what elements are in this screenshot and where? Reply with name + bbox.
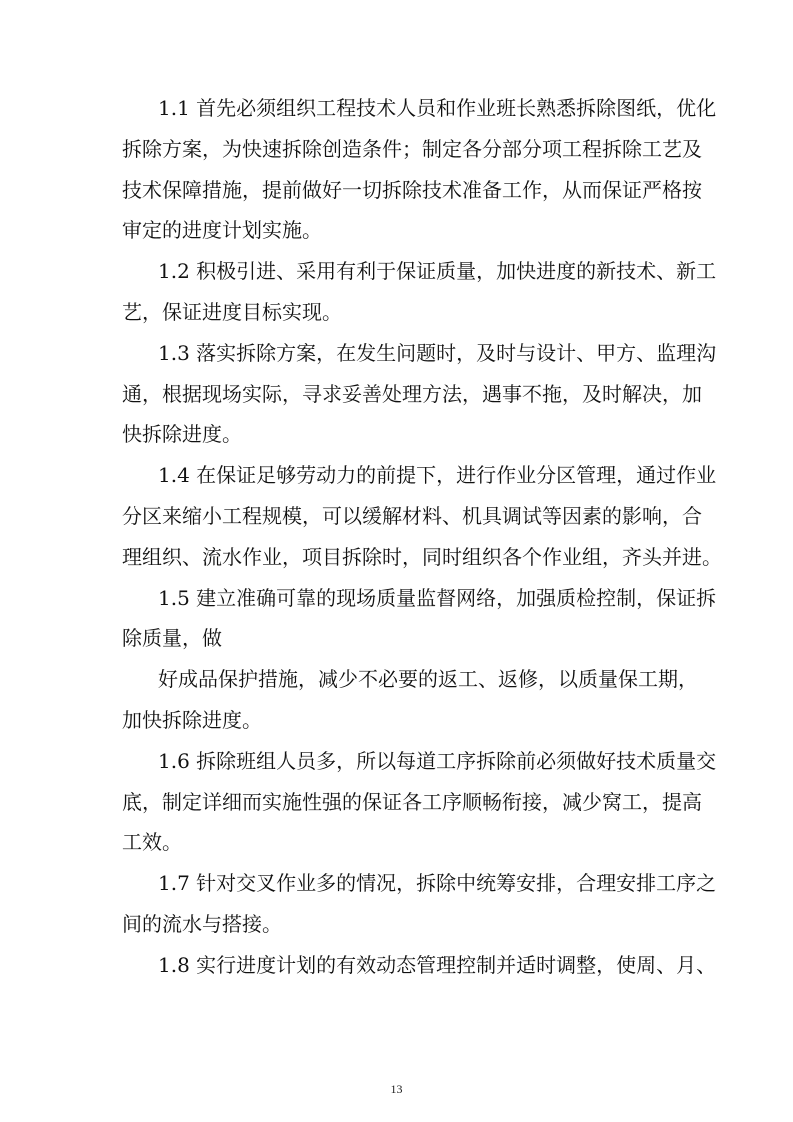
page-number: 13 <box>390 1082 403 1096</box>
text-line: 艺，保证进度目标实现。 <box>122 299 342 324</box>
text-line: 1.8 实行进度计划的有效动态管理控制并适时调整，使周、月、 <box>158 952 717 977</box>
text-line: 1.6 拆除班组人员多，所以每道工序拆除前必须做好技术质量交 <box>158 748 717 773</box>
text-line: 审定的进度计划实施。 <box>122 218 322 243</box>
text-line: 分区来缩小工程规模，可以缓解材料、机具调试等因素的影响，合 <box>122 503 702 528</box>
paragraph-1-6 <box>122 741 717 863</box>
text-line: 加快拆除进度。 <box>122 707 262 732</box>
text-line: 快拆除进度。 <box>122 422 242 447</box>
paragraph-1-5-continued <box>122 659 698 741</box>
text-line: 除质量，做 <box>122 626 222 651</box>
text-line: 1.4 在保证足够劳动力的前提下，进行作业分区管理，通过作业 <box>158 463 717 488</box>
text-line: 1.5 建立准确可靠的现场质量监督网络，加强质检控制，保证拆 <box>158 585 717 610</box>
paragraph-1-3 <box>122 333 717 455</box>
text-line: 1.2 积极引进、采用有利于保证质量，加快进度的新技术、新工 <box>158 259 717 284</box>
document-body <box>122 88 722 986</box>
text-line: 间的流水与搭接。 <box>122 911 282 936</box>
paragraph-1-2 <box>122 251 717 333</box>
text-line: 1.3 落实拆除方案，在发生问题时，及时与设计、甲方、监理沟 <box>158 340 717 365</box>
text-line: 理组织、流水作业，项目拆除时，同时组织各个作业组，齐头并进。 <box>122 544 722 569</box>
text-line: 好成品保护措施，减少不必要的返工、返修，以质量保工期， <box>158 667 698 692</box>
text-line: 1.1 首先必须组织工程技术人员和作业班长熟悉拆除图纸，优化 <box>158 96 717 120</box>
paragraph-1-7 <box>122 863 717 945</box>
paragraph-1-1 <box>122 88 717 251</box>
text-line: 技术保障措施，提前做好一切拆除技术准备工作，从而保证严格按 <box>122 177 702 202</box>
text-line: 底，制定详细而实施性强的保证各工序顺畅衔接，减少窝工，提高 <box>122 789 702 814</box>
text-line: 拆除方案，为快速拆除创造条件；制定各分部分项工程拆除工艺及 <box>122 136 702 161</box>
text-line: 通，根据现场实际，寻求妥善处理方法，遇事不拖，及时解决，加 <box>122 381 702 406</box>
paragraph-1-8 <box>122 945 717 986</box>
text-line: 1.7 针对交叉作业多的情况，拆除中统筹安排，合理安排工序之 <box>158 871 717 896</box>
paragraph-1-5 <box>122 578 717 660</box>
text-line: 工效。 <box>122 830 182 855</box>
paragraph-1-4 <box>122 455 722 577</box>
